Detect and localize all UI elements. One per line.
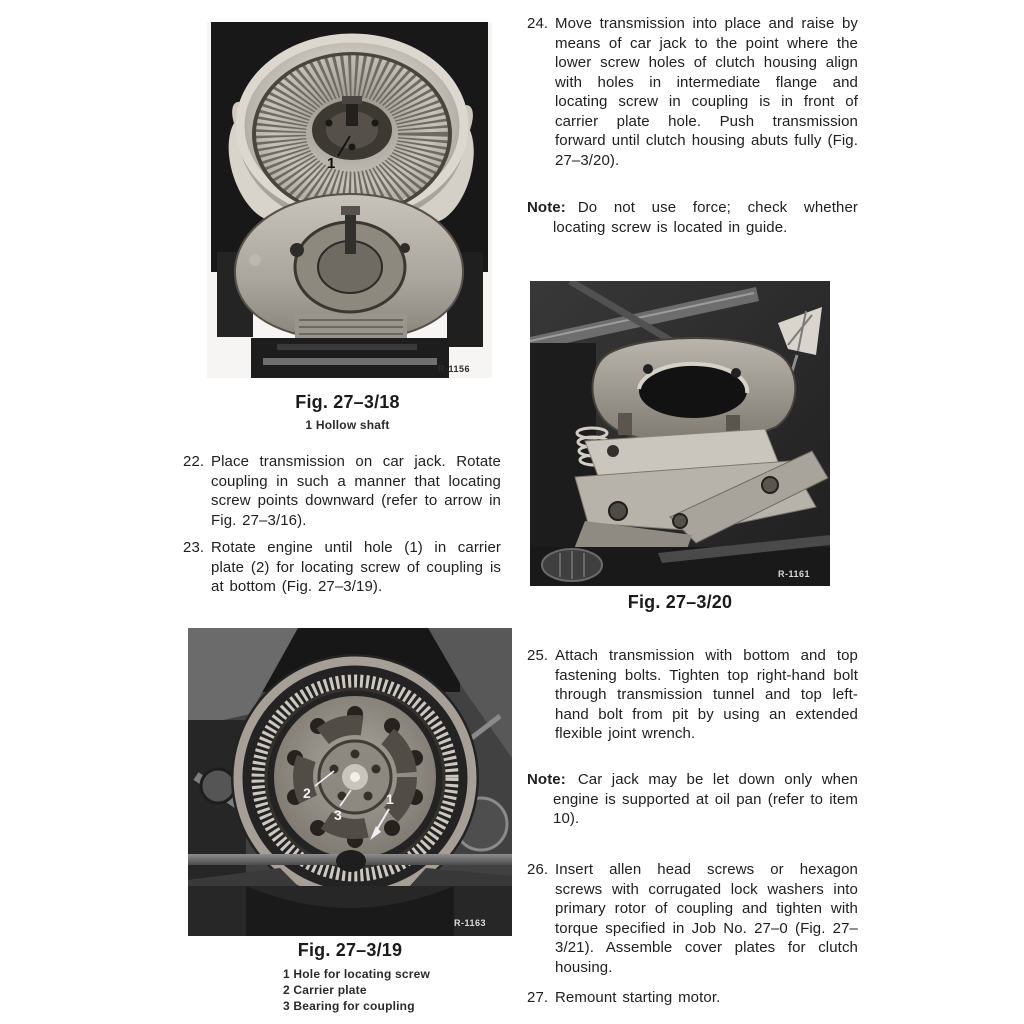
- item-number: 25.: [527, 647, 549, 664]
- figure-27-3-18-photo: [207, 22, 492, 378]
- instruction-item-24: [527, 14, 858, 170]
- figure-27-3-19-legend: [283, 966, 512, 1014]
- photo-ref-code: R-1156: [438, 364, 471, 374]
- instruction-item-23: [183, 538, 501, 597]
- instruction-item-25: [527, 646, 858, 744]
- figure-27-3-18-legend: 1 Hollow shaft: [305, 418, 390, 432]
- item-number: 22.: [183, 453, 205, 470]
- legend-line-2: 2 Carrier plate: [283, 983, 367, 997]
- item-number: 24.: [527, 15, 549, 32]
- item-text: Insert allen head screws or hexagon screws with corrugated lock washers into primary rotor of coupling and tighten with torque specified in Job No. 27–0 (Fig. 27–3/21). Assemble cover plates for clutch housing.: [555, 861, 858, 976]
- item-number: 23.: [183, 539, 205, 556]
- carrier-plate-photo-illustration: [188, 628, 512, 936]
- note-text: Car jack may be let down only when engine is supported at oil pan (refer to item 10).: [553, 771, 858, 827]
- instruction-item-26: [527, 860, 858, 977]
- figure-27-3-19-caption: Fig. 27–3/19: [297, 940, 403, 960]
- legend-line-1: 1 Hole for locating screw: [283, 967, 431, 981]
- figure-27-3-20-photo: [530, 281, 830, 586]
- legend-line-3: 3 Bearing for coupling: [283, 999, 415, 1013]
- callout-1-label: 1: [327, 155, 336, 172]
- instruction-item-22: [183, 452, 501, 530]
- photo-ref-code: R-1161: [778, 569, 811, 579]
- figure-27-3-18-caption: Fig. 27–3/18: [295, 392, 400, 412]
- item-text: Move transmission into place and raise by means of car jack to the point where the lower screw holes of clutch housing align with holes in intermediate flange and locating screw in coupling is in front of carrier plate hole. Push transmission forward until clutch housing abuts fully (Fig. 27–3/20).: [555, 15, 858, 169]
- coupling-photo-illustration: [207, 22, 492, 378]
- item-number: 27.: [527, 989, 549, 1006]
- note-label: Note:: [527, 199, 566, 216]
- instruction-item-27: [527, 988, 858, 1008]
- callout-2-label: 2: [303, 785, 311, 801]
- item-number: 26.: [527, 861, 549, 878]
- note-1: [527, 198, 858, 237]
- callout-3-label: 3: [334, 807, 342, 823]
- item-text: Rotate engine until hole (1) in carrier plate (2) for locating screw of coupling is at bottom (Fig. 27–3/19).: [211, 539, 501, 595]
- transmission-jack-photo-illustration: [530, 281, 830, 586]
- item-text: Remount starting motor.: [555, 989, 721, 1006]
- callout-1-label: 1: [386, 791, 394, 807]
- figure-27-3-19-photo: [188, 628, 512, 936]
- figure-27-3-20-caption: Fig. 27–3/20: [627, 592, 733, 612]
- note-label: Note:: [527, 771, 566, 788]
- note-2: [527, 770, 858, 829]
- item-text: Place transmission on car jack. Rotate coupling in such a manner that locating screw points downward (refer to arrow in Fig. 27–3/16).: [211, 453, 501, 529]
- item-text: Attach transmission with bottom and top fastening bolts. Tighten top right-hand bolt through transmission tunnel and top left-hand bolt from pit by using an extended flexible joint wrench.: [555, 647, 858, 742]
- photo-ref-code: R-1163: [454, 918, 487, 928]
- note-text: Do not use force; check whether locating screw is located in guide.: [553, 199, 858, 236]
